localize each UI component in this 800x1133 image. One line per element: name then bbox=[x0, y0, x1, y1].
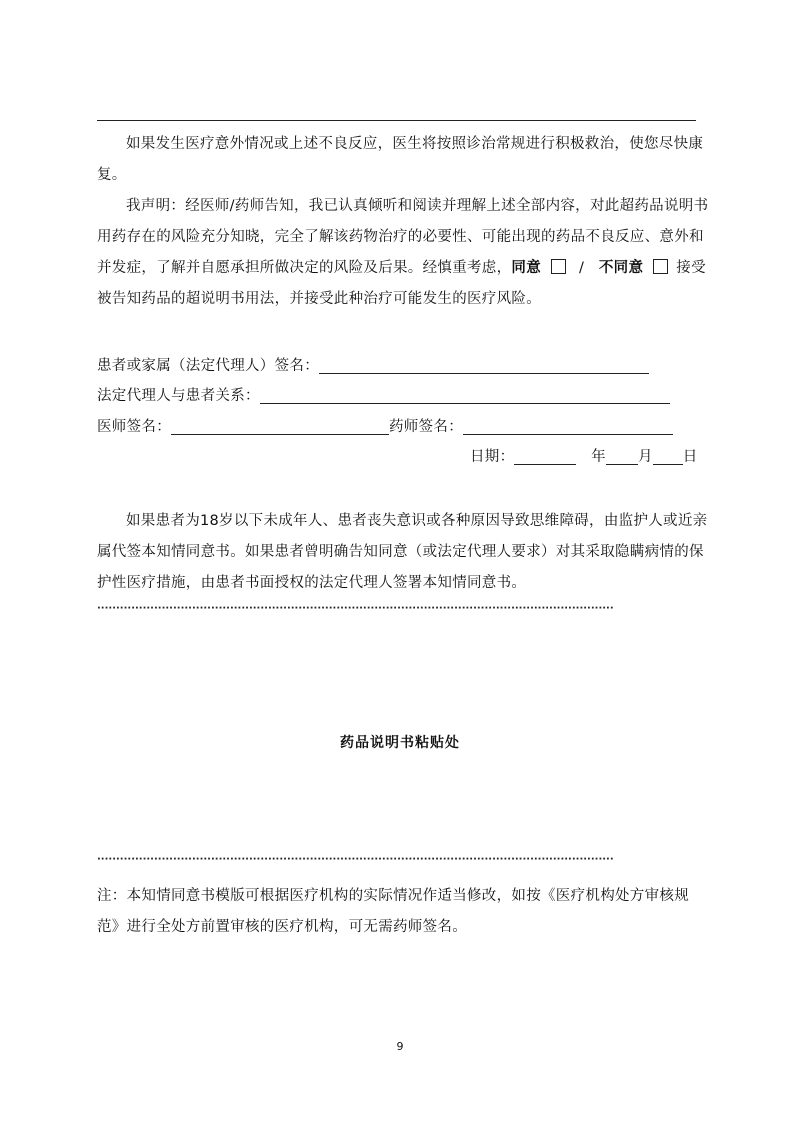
doctor-signature-field[interactable] bbox=[171, 418, 389, 435]
relation-row bbox=[97, 385, 670, 407]
disagree-checkbox[interactable] bbox=[653, 259, 668, 274]
paste-area-label: 药品说明书粘贴处 bbox=[340, 735, 460, 751]
month-label: 月 bbox=[637, 449, 653, 465]
dotted-separator-top: ········································································································································ bbox=[97, 604, 614, 614]
doctor-signature-label: 医师签名： bbox=[97, 419, 171, 435]
recovery-paragraph: 如果发生医疗意外情况或上述不良反应，医生将按照诊治常规进行积极救治，使您尽快康复。 bbox=[97, 136, 704, 183]
patient-signature-label: 患者或家属（法定代理人）签名： bbox=[97, 358, 319, 374]
date-row bbox=[470, 446, 698, 468]
page-number: 9 bbox=[396, 1040, 404, 1053]
declaration-continuation: 接受被告知药品的超说明书用法，并接受此种治疗可能发生的医疗风险。 bbox=[97, 260, 706, 307]
dotted-separator-bottom: ········································································································································ bbox=[97, 855, 614, 865]
relation-label: 法定代理人与患者关系： bbox=[97, 388, 260, 404]
agree-checkbox[interactable] bbox=[551, 259, 566, 274]
footnote: 注：本知情同意书模版可根据医疗机构的实际情况作适当修改，如按《医疗机构处方审核规范》进行全处方前置审核的医疗机构，可无需药师签名。 bbox=[97, 888, 689, 935]
declaration-paragraph bbox=[97, 191, 709, 315]
patient-signature-field[interactable] bbox=[319, 357, 649, 374]
declaration-text: 我声明：经医师/药师告知，我已认真倾听和阅读并理解上述全部内容，对此超药品说明书用药存在的风险充分知晓，完全了解该药物治疗的必要性、可能出现的药品不良反应、意外和并发症，了解并自愿承担所做决定的风险及后果。经慎重考虑， bbox=[97, 198, 709, 276]
month-field[interactable] bbox=[606, 448, 638, 465]
agree-label: 同意 bbox=[511, 260, 542, 276]
top-divider bbox=[97, 120, 696, 121]
pharmacist-signature-label: 药师签名： bbox=[389, 419, 463, 435]
day-field[interactable] bbox=[653, 448, 683, 465]
option-separator: / bbox=[578, 260, 585, 276]
year-field[interactable] bbox=[514, 448, 576, 465]
minor-guardian-paragraph: 如果患者为18岁以下未成年人、患者丧失意识或各种原因导致思维障碍，由监护人或近亲属代签本知情同意书。如果患者曾明确告知同意（或法定代理人要求）对其采取隐瞒病情的保护性医疗措施，由患者书面授权的法定代理人签署本知情同意书。 bbox=[97, 513, 708, 591]
year-label: 年 bbox=[591, 449, 606, 465]
disagree-label: 不同意 bbox=[598, 260, 644, 276]
doctor-pharmacist-row bbox=[97, 416, 673, 438]
pharmacist-signature-field[interactable] bbox=[463, 418, 673, 435]
relation-field[interactable] bbox=[260, 387, 670, 404]
day-label: 日 bbox=[682, 449, 698, 465]
patient-signature-row bbox=[97, 355, 649, 377]
date-label: 日期： bbox=[470, 449, 515, 465]
